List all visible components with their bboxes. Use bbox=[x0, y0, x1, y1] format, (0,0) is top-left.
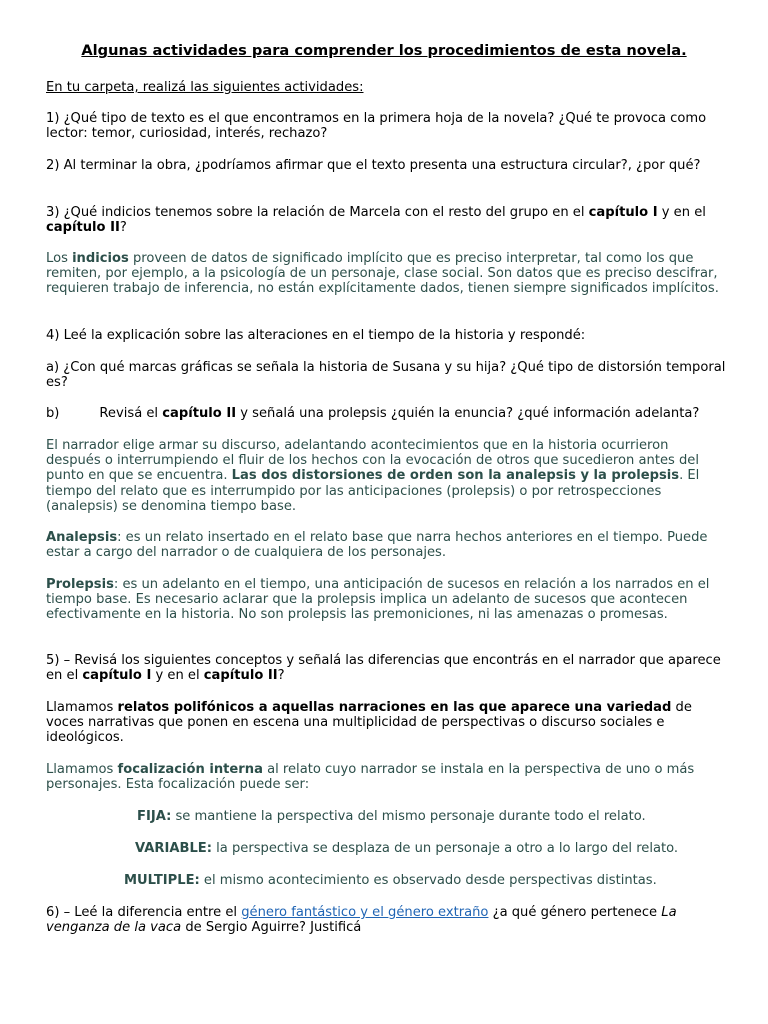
question-4a: a) ¿Con qué marcas gráficas se señala la historia de Susana y su hija? ¿Qué tipo de distorsión temporal es? bbox=[46, 360, 726, 391]
indicios-text: proveen de datos de significado implícito que es preciso interpretar, tal como los que remiten, por ejemplo, a la psicología de un personaje, clase social. Son datos que es preciso descifrar, requieren trabajo de inferencia, no están explícitamente dados, tienen siempre significados implícitos. bbox=[46, 251, 719, 297]
genero-link[interactable]: género fantástico y el género extraño bbox=[241, 905, 489, 920]
book-title: La venganza de la vaca bbox=[46, 905, 677, 936]
question-3 bbox=[46, 205, 726, 235]
prolepsis-term: Prolepsis bbox=[46, 577, 114, 592]
prolepsis-definition bbox=[46, 577, 726, 623]
variable-term: VARIABLE: bbox=[135, 841, 212, 856]
question-3-end: ? bbox=[119, 220, 127, 236]
intro-line: En tu carpeta, realizá las siguientes actividades: bbox=[46, 80, 364, 95]
analepsis-term: Analepsis bbox=[46, 530, 118, 545]
question-5-chapter-2: capítulo II bbox=[203, 668, 278, 684]
analepsis-text: : es un relato insertado en el relato base que narra hechos anteriores en el tiempo. Puede estar a cargo del narrador o de cualquiera de los personajes. bbox=[46, 530, 708, 561]
question-5-text: 5) – Revisá los siguientes conceptos y señalá las diferencias que encontrás en el narrador que aparece en el bbox=[46, 653, 721, 684]
focalizacion-variable bbox=[135, 841, 678, 856]
variable-text: la perspectiva se desplaza de un personaje a otro a lo largo del relato. bbox=[211, 841, 679, 856]
question-5-chapter-1: capítulo I bbox=[82, 668, 152, 684]
question-3-chapter-1: capítulo I bbox=[588, 205, 658, 220]
page-title: Algunas actividades para comprender los procedimientos de esta novela. bbox=[81, 42, 687, 59]
narrador-emphasis: Las dos distorsiones de orden son la analepsis y la prolepsis bbox=[231, 468, 680, 484]
fija-term: FIJA: bbox=[137, 809, 172, 824]
indicios-term: indicios bbox=[72, 251, 129, 266]
polifonicos-term: relatos polifónicos a aquellas narraciones en las que aparece una variedad bbox=[117, 700, 672, 715]
indicios-prefix: Los bbox=[46, 251, 73, 266]
question-4b-chapter: capítulo II bbox=[162, 406, 237, 421]
fija-text: se mantiene la perspectiva del mismo personaje durante todo el relato. bbox=[171, 809, 646, 824]
question-5-end: ? bbox=[277, 668, 285, 684]
question-3-text: 3) ¿Qué indicios tenemos sobre la relación de Marcela con el resto del grupo en el bbox=[46, 205, 589, 220]
polifonicos-definition bbox=[46, 700, 726, 746]
question-1: 1) ¿Qué tipo de texto es el que encontramos en la primera hoja de la novela? ¿Qué te provoca como lector: temor, curiosidad, interés, rechazo? bbox=[46, 111, 707, 142]
question-6 bbox=[46, 905, 726, 935]
focalizacion-text: al relato cuyo narrador se instala en la perspectiva de uno o más personajes. Esta focalización puede ser: bbox=[46, 762, 695, 793]
question-3-connector: y en el bbox=[657, 205, 706, 220]
narrador-explanation bbox=[46, 438, 726, 514]
question-4b-label: b) bbox=[46, 406, 60, 421]
narrador-end: . El tiempo del relato que es interrumpido por las anticipaciones (prolepsis) o por retrospecciones (analepsis) se denomina tiempo base. bbox=[46, 468, 700, 514]
question-2: 2) Al terminar la obra, ¿podríamos afirmar que el texto presenta una estructura circular?, ¿por qué? bbox=[46, 158, 701, 173]
question-4b-text: Revisá el bbox=[99, 406, 163, 421]
question-6-middle: ¿a qué género pertenece bbox=[488, 905, 662, 920]
focalizacion-term: focalización interna bbox=[117, 762, 263, 777]
focalizacion-definition bbox=[46, 762, 726, 792]
question-4b-end: y señalá una prolepsis ¿quién la enuncia? ¿qué información adelanta? bbox=[236, 406, 700, 421]
question-4: 4) Leé la explicación sobre las alteraciones en el tiempo de la historia y respondé: bbox=[46, 328, 586, 343]
indicios-explanation bbox=[46, 251, 726, 297]
analepsis-definition bbox=[46, 530, 726, 560]
question-4b bbox=[46, 406, 726, 421]
focalizacion-prefix: Llamamos bbox=[46, 762, 118, 777]
multiple-term: MULTIPLE: bbox=[124, 873, 200, 888]
polifonicos-text: de voces narrativas que ponen en escena una multiplicidad de perspectivas o discurso sociales e ideológicos. bbox=[46, 700, 692, 746]
question-6-text: 6) – Leé la diferencia entre el bbox=[46, 905, 242, 920]
prolepsis-text: : es un adelanto en el tiempo, una anticipación de sucesos en relación a los narrados en el tiempo base. Es necesario aclarar que la prolepsis implica un adelanto de sucesos que acontecen efectivamente en la historia. No son prolepsis las premoniciones, ni las amenazas o promesas. bbox=[46, 577, 710, 623]
narrador-text: El narrador elige armar su discurso, adelantando acontecimientos que en la historia ocurrieron después o interrumpiendo el fluir de los hechos con la evocación de otros que sucedieron antes del punto en que se encuentra. bbox=[46, 438, 699, 484]
focalizacion-fija bbox=[137, 809, 646, 824]
question-6-end: de Sergio Aguirre? Justificá bbox=[181, 920, 362, 936]
focalizacion-multiple bbox=[124, 873, 657, 888]
question-3-chapter-2: capítulo II bbox=[46, 220, 120, 236]
multiple-text: el mismo acontecimiento es observado desde perspectivas distintas. bbox=[199, 873, 657, 888]
polifonicos-prefix: Llamamos bbox=[46, 700, 118, 715]
question-5 bbox=[46, 653, 726, 683]
question-5-connector: y en el bbox=[151, 668, 204, 684]
